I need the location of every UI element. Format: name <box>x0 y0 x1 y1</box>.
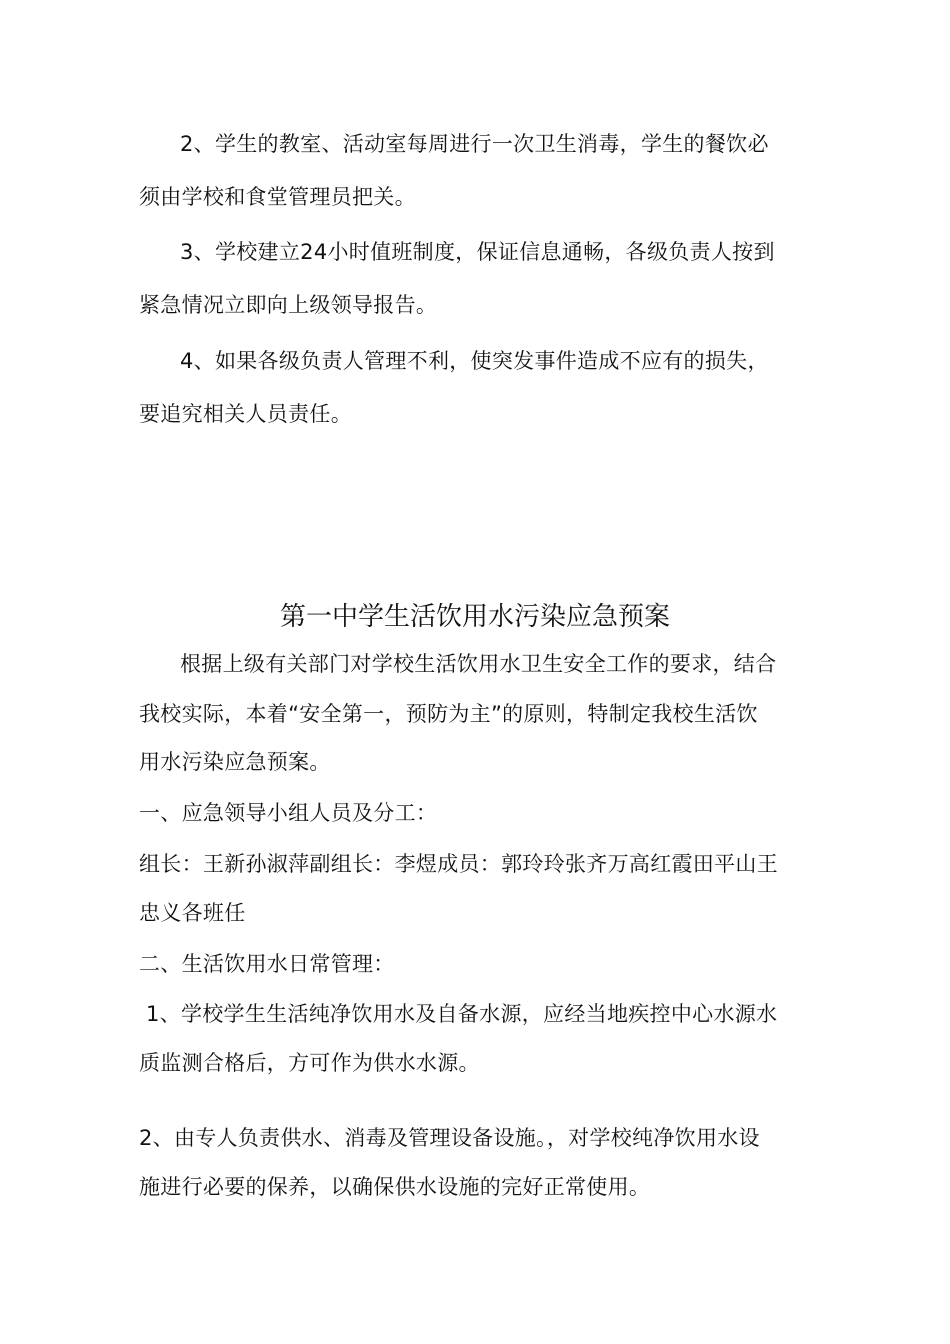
paragraph-line: 我校实际，本着“安全第一，预防为主”的原则，特制定我校生活饮 <box>139 702 758 726</box>
paragraph-line: 3、学校建立24小时值班制度，保证信息通畅，各级负责人按到 <box>180 240 775 264</box>
paragraph-line: 质监测合格后，方可作为供水水源。 <box>139 1051 480 1075</box>
paragraph-line: 忠义各班任 <box>139 901 246 925</box>
paragraph-line: 1、学校学生生活纯净饮用水及自备水源，应经当地疾控中心水源水 <box>146 1002 778 1026</box>
paragraph-line: 4、如果各级负责人管理不利，使突发事件造成不应有的损失， <box>180 349 769 373</box>
paragraph-line: 根据上级有关部门对学校生活饮用水卫生安全工作的要求，结合 <box>180 652 777 676</box>
paragraph-line: 施进行必要的保养，以确保供水设施的完好正常使用。 <box>139 1175 651 1199</box>
paragraph-line: 要追究相关人员责任。 <box>139 402 352 426</box>
section-heading: 二、生活饮用水日常管理： <box>139 952 395 976</box>
paragraph-line: 紧急情况立即向上级领导报告。 <box>139 293 438 317</box>
paragraph-line: 用水污染应急预案。 <box>139 750 331 774</box>
paragraph-line: 组长：王新孙淑萍副组长：李煜成员：郭玲玲张齐万高红霞田平山王 <box>139 852 778 876</box>
paragraph-line: 2、学生的教室、活动室每周进行一次卫生消毒，学生的餐饮必 <box>180 132 769 156</box>
document-title: 第一中学生活饮用水污染应急预案 <box>279 602 670 632</box>
section-heading: 一、应急领导小组人员及分工： <box>139 801 438 825</box>
paragraph-line: 2、由专人负责供水、消毒及管理设备设施。，对学校纯净饮用水设 <box>139 1126 760 1150</box>
paragraph-line: 须由学校和食堂管理员把关。 <box>139 185 416 209</box>
